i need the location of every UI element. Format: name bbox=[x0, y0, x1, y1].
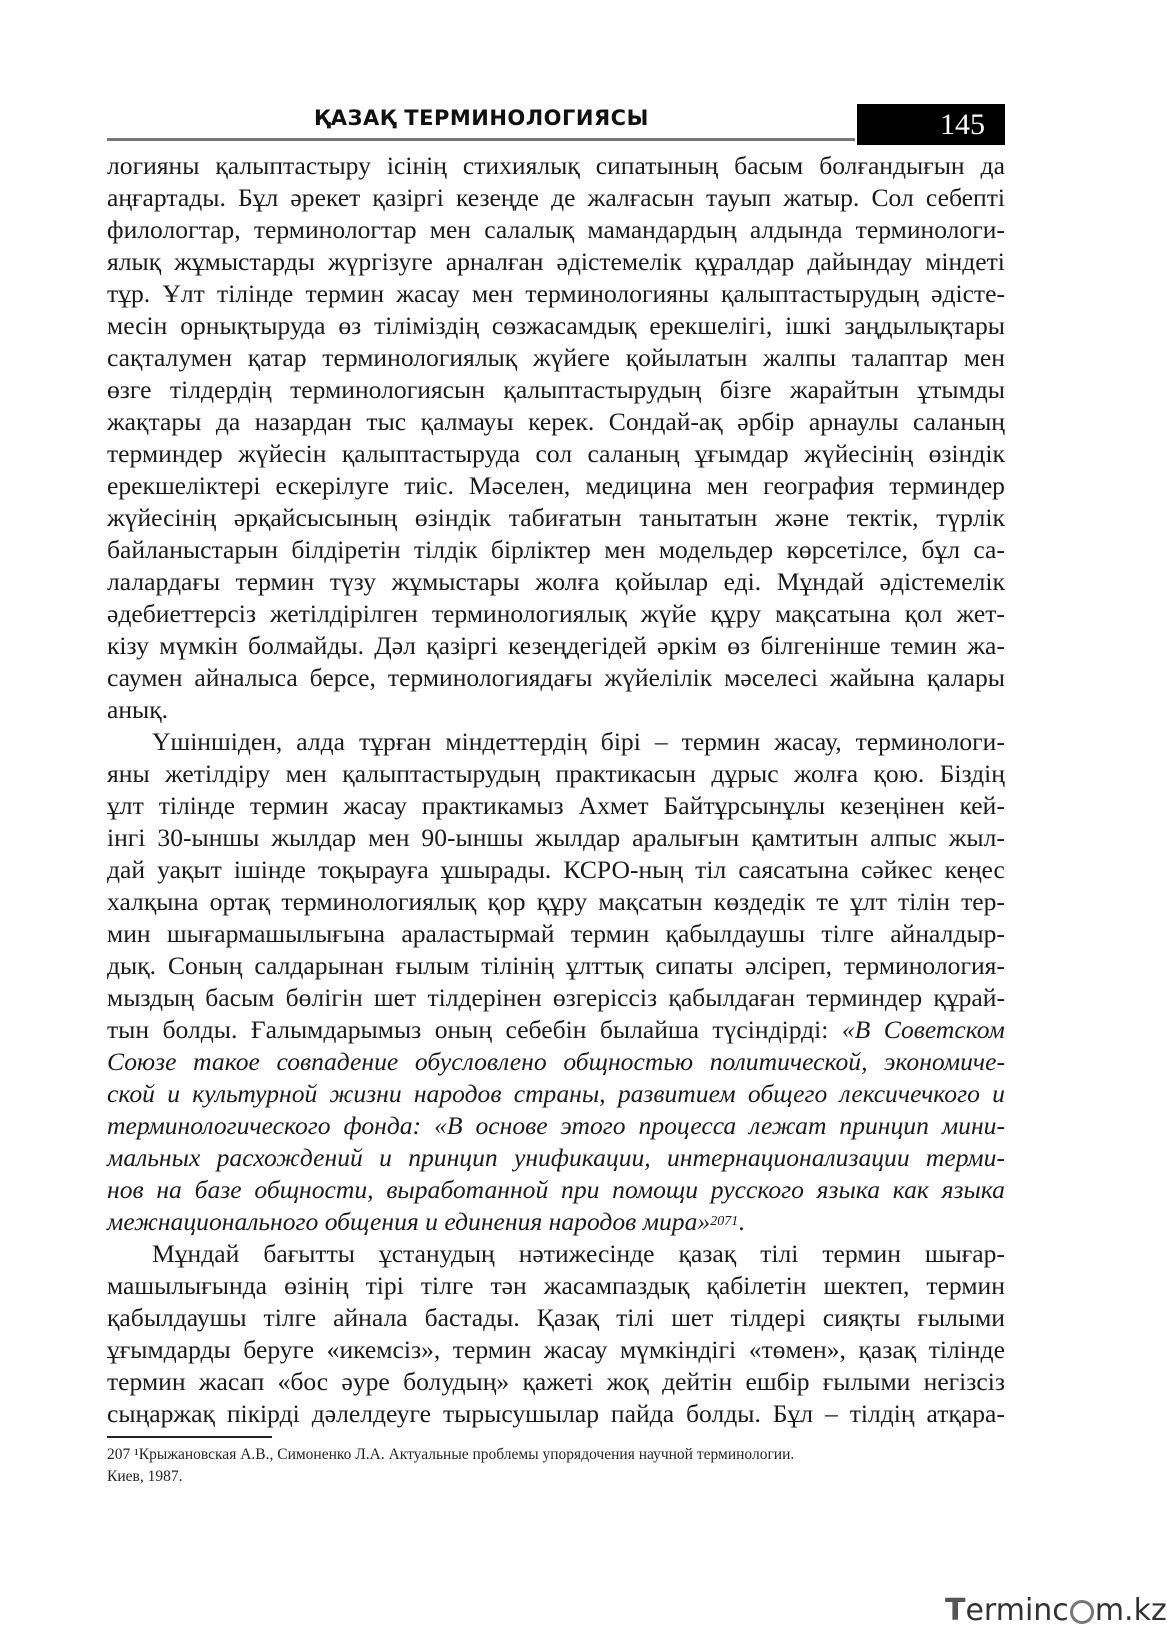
text-line: інгі 30-ыншы жылдар мен 90-ыншы жылдар аралығын қамтитын алпыс жыл- bbox=[107, 823, 1005, 852]
text-line: аңғартады. Бұл әрекет қазіргі кезеңде де жалғасын тауып жатыр. Сол себепті bbox=[107, 183, 1005, 212]
text-line: ской и культурной жизни народов страны, развитием общего лексичечкого и bbox=[107, 1079, 1005, 1108]
text-line: межнационального общения и единения народов мира» 2071 . bbox=[107, 1207, 745, 1236]
watermark-logo bbox=[945, 1590, 1167, 1630]
text-line: саумен айналыса берсе, терминологиядағы жүйелілік мәселесі жайына қалары bbox=[107, 663, 1005, 692]
text-line: сақталумен қатар терминологиялық жүйеге қойылатын жалпы талаптар мен bbox=[107, 343, 1005, 372]
text-line: терминдер жүйесін қалыптастыруда сол саланың ұғымдар жүйесінің өзіндік bbox=[107, 439, 1005, 468]
text-line: кізу мүмкін болмайды. Дәл қазіргі кезеңдегідей әркім өз білгенінше темин жа- bbox=[107, 631, 1005, 660]
text-line: термин жасап «бос әуре болудың» қажеті жоқ дейтін ешбір ғылыми негізсіз bbox=[107, 1367, 1005, 1396]
text-line: терминологического фонда: «В основе этого процесса лежат принцип мини- bbox=[107, 1111, 1005, 1140]
text-line: мальных расхождений и принцип унификации, интернационализации терми- bbox=[107, 1143, 1005, 1172]
text-line: ұғымдарды беруге «икемсіз», термин жасау мүмкіндігі «төмен», қазақ тілінде bbox=[107, 1335, 1005, 1364]
footnote-line-2: Киев, 1987. bbox=[107, 1468, 183, 1485]
text-line: қабылдаушы тілге айнала бастады. Қазақ тілі шет тілдері сияқты ғылыми bbox=[107, 1303, 1005, 1332]
text-line: лалардағы термин түзу жұмыстары жолға қойылар еді. Мұндай әдістемелік bbox=[107, 567, 1005, 596]
text-line: яны жетілдіру мен қалыптастырудың практикасын дұрыс жолға қою. Біздің bbox=[107, 759, 1005, 788]
text-line: анық. bbox=[107, 695, 169, 724]
page-number: 145 bbox=[857, 104, 1005, 145]
text-line: ерекшеліктері ескерілуге тиіс. Мәселен, медицина мен география терминдер bbox=[107, 471, 1005, 500]
text-line: Союзе такое совпадение обусловлено общностью политической, экономиче- bbox=[107, 1047, 1005, 1076]
text-line: мыздың басым бөлігін шет тілдерінен өзгеріссіз қабылдаған терминдер құрай- bbox=[107, 983, 1005, 1012]
text-line: машылығында өзінің тірі тілге тән жасампаздық қабілетін шектеп, термин bbox=[107, 1271, 1005, 1300]
header-rule bbox=[107, 138, 855, 141]
text-line: филологтар, терминологтар мен салалық мамандардың алдында терминологи- bbox=[107, 215, 1005, 244]
text-line: тын болды. Ғалымдарымыз оның себебін былайша түсіндірді: «В Советском bbox=[107, 1015, 1005, 1044]
text-line: Мұндай бағытты ұстанудың нәтижесінде қазақ тілі термин шығар- bbox=[152, 1239, 1005, 1268]
text-line: жүйесінің әрқайсысының өзіндік табиғатын танытатын және тектік, түрлік bbox=[107, 503, 1005, 532]
page-header bbox=[107, 104, 1007, 146]
text-line: логияны қалыптастыру ісінің стихиялық сипатының басым болғандығын да bbox=[107, 151, 1005, 180]
footnote-reference: 2071 bbox=[710, 1214, 739, 1229]
text-line: ялық жұмыстарды жүргізуге арналған әдістемелік құралдар дайындау міндеті bbox=[107, 247, 1005, 276]
footnote bbox=[107, 1444, 1007, 1488]
text-line: дай уақыт ішінде тоқырауға ұшырады. КСРО-ның тіл саясатына сәйкес кеңес bbox=[107, 855, 1005, 884]
text-line: сыңаржақ пікірді дәлелдеуге тырысушылар пайда болды. Бұл – тілдің атқара- bbox=[107, 1399, 1005, 1428]
text-line: жақтары да назардан тыс қалмауы керек. Сондай-ақ әрбір арнаулы саланың bbox=[107, 407, 1005, 436]
text-line: тұр. Ұлт тілінде термин жасау мен терминологияны қалыптастырудың әдісте- bbox=[107, 279, 1005, 308]
watermark-t: T bbox=[945, 1592, 966, 1628]
magnifier-icon bbox=[1070, 1600, 1094, 1624]
text-line: дық. Соның салдарынан ғылым тілінің ұлттық сипаты әлсіреп, терминология- bbox=[107, 951, 1005, 980]
running-title: ҚАЗАҚ ТЕРМИНОЛОГИЯСЫ bbox=[314, 106, 649, 130]
body-text bbox=[107, 150, 1005, 1430]
text-line: месін орнықтыруда өз тіліміздің сөзжасамдық ерекшелігі, ішкі заңдылықтары bbox=[107, 311, 1005, 340]
watermark-text: erminc bbox=[965, 1592, 1069, 1628]
watermark-domain: m.kz bbox=[1094, 1592, 1167, 1628]
text-line: Үшіншіден, алда тұрған міндеттердің бірі – термин жасау, терминологи- bbox=[152, 727, 1005, 756]
text-line: әдебиеттерсіз жетілдірілген терминологиялық жүйе құру мақсатына қол жет- bbox=[107, 599, 1005, 628]
text-line: байланыстарын білдіретін тілдік бірліктер мен модельдер көрсетілсе, бұл са- bbox=[107, 535, 1005, 564]
text-line: нов на базе общности, выработанной при помощи русского языка как языка bbox=[107, 1175, 1005, 1204]
text-line: ұлт тілінде термин жасау практикамыз Ахмет Байтұрсынұлы кезеңінен кей- bbox=[107, 791, 1005, 820]
text-line: халқына ортақ терминологиялық қор құру мақсатын көздедік те ұлт тілін тер- bbox=[107, 887, 1005, 916]
text-line: өзге тілдердің терминологиясын қалыптастырудың бізге жарайтын ұтымды bbox=[107, 375, 1005, 404]
footnote-line-1: 207 ¹Крыжановская А.В., Симоненко Л.А. Актуальные проблемы упорядочения научной терминологии. bbox=[107, 1446, 795, 1463]
footnote-rule bbox=[107, 1436, 272, 1438]
text-line: мин шығармашылығына араластырмай термин қабылдаушы тілге айналдыр- bbox=[107, 919, 1005, 948]
